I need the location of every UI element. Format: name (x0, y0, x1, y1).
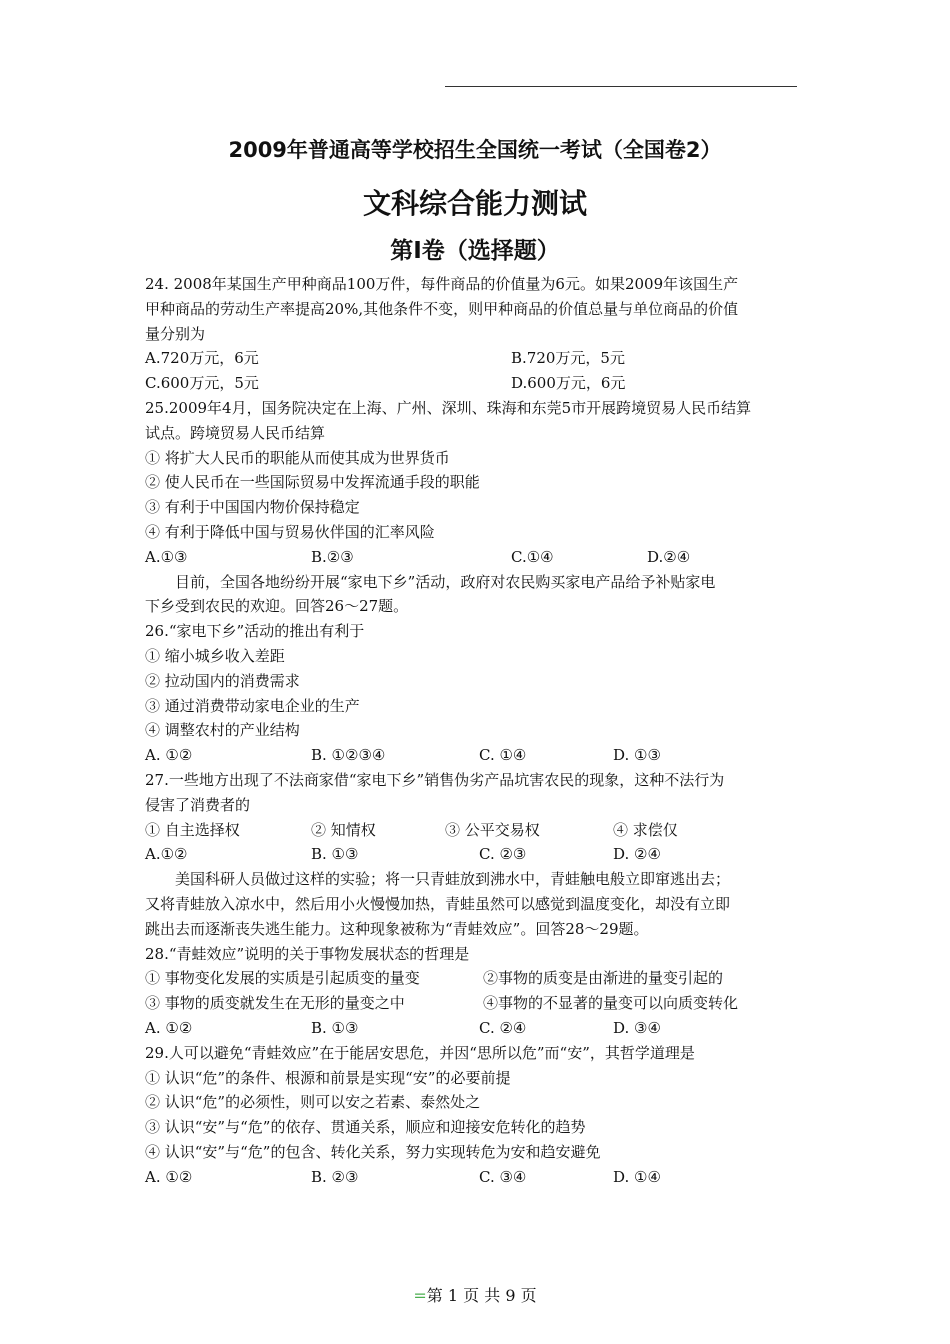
page-footer (0, 1283, 950, 1306)
q27-option-b: B. ①③ (311, 845, 359, 864)
q24-option-b: B.720万元，5元 (511, 349, 625, 368)
q27-item: ① 自主选择权 (145, 820, 240, 839)
exam-subtitle: 文科综合能力测试 (362, 187, 587, 220)
passage-line: 美国科研人员做过这样的实验；将一只青蛙放到沸水中，青蛙触电般立即窜逃出去； (175, 870, 731, 889)
q29-item: ④ 认识“安”与“危”的包含、转化关系，努力实现转危为安和趋安避免 (145, 1142, 601, 1161)
q25-item: ④ 有利于降低中国与贸易伙伴国的汇率风险 (145, 522, 435, 541)
q28-option-c: C. ②④ (479, 1018, 527, 1037)
q25-item: ② 使人民币在一些国际贸易中发挥流通手段的职能 (145, 473, 480, 492)
q28-options-row (145, 1016, 810, 1041)
q28-item: ① 事物变化发展的实质是引起质变的量变 (145, 969, 420, 988)
passage-line: 目前，全国各地纷纷开展“家电下乡”活动，政府对农民购买家电产品给予补贴家电 (175, 572, 716, 591)
q25-option-d: D.②④ (647, 547, 691, 566)
q27-line: 侵害了消费者的 (145, 795, 251, 814)
q28-items-row (145, 966, 810, 991)
section-title: 第Ⅰ卷（选择题） (390, 238, 560, 264)
q26-option-d: D. ①③ (613, 746, 661, 765)
q27-option-a: A.①② (145, 845, 188, 864)
q28-stem: 28.“青蛙效应”说明的关于事物发展状态的哲理是 (145, 944, 470, 963)
q24-line: 24. 2008年某国生产甲种商品100万件，每件商品的价值量为6元。如果2009年该国生产 (145, 275, 739, 293)
q25-item: ① 将扩大人民币的职能从而使其成为世界货币 (145, 448, 450, 467)
q29-item: ① 认识“危”的条件、根源和前景是实现“安”的必要前提 (145, 1068, 511, 1087)
q29-stem: 29.人可以避免“青蛙效应”在于能居安思危，并因“思所以危”而“安”，其哲学道理是 (145, 1043, 695, 1062)
q26-stem: 26.“家电下乡”活动的推出有利于 (145, 622, 365, 641)
page-number: 第 1 页 共 9 页 (426, 1286, 537, 1305)
q28-item: ③ 事物的质变就发生在无形的量变之中 (145, 994, 405, 1013)
exam-title: 2009年普通高等学校招生全国统一考试（全国卷2） (228, 138, 722, 162)
q26-item: ② 拉动国内的消费需求 (145, 671, 300, 690)
q27-item: ② 知情权 (311, 820, 376, 839)
q25-option-a: A.①③ (145, 547, 188, 566)
q25-options-row (145, 545, 810, 570)
q26-option-b: B. ①②③④ (311, 746, 386, 765)
q25-line: 25.2009年4月，国务院决定在上海、广州、深圳、珠海和东莞5市开展跨境贸易人民币结算 (145, 398, 752, 417)
q29-item: ② 认识“危”的必须性，则可以安之若素、泰然处之 (145, 1093, 481, 1112)
q29-option-c: C. ③④ (479, 1167, 527, 1186)
q26-option-a: A. ①② (145, 746, 193, 765)
q28-item: ④事物的不显著的量变可以向质变转化 (483, 994, 739, 1013)
q27-option-d: D. ②④ (613, 845, 661, 864)
q27-line: 27.一些地方出现了不法商家借“家电下乡”销售伪劣产品坑害农民的现象，这种不法行为 (145, 770, 725, 789)
passage-line: 下乡受到农民的欢迎。回答26～27题。 (145, 597, 409, 616)
q24-line: 量分别为 (145, 324, 206, 343)
header-rule (445, 86, 797, 87)
q29-option-d: D. ①④ (613, 1167, 661, 1186)
q27-items-row (145, 818, 810, 843)
q24-option-a: A.720万元，6元 (145, 349, 259, 368)
footer-mark: = (413, 1286, 427, 1305)
q29-option-a: A. ①② (145, 1167, 193, 1186)
q28-option-a: A. ①② (145, 1018, 193, 1037)
q27-option-c: C. ②③ (479, 845, 527, 864)
passage-line: 又将青蛙放入凉水中，然后用小火慢慢加热，青蛙虽然可以感觉到温度变化，却没有立即 (145, 894, 731, 913)
question-body (145, 272, 810, 1189)
q25-line: 试点。跨境贸易人民币结算 (145, 423, 326, 442)
q27-item: ④ 求偿仅 (613, 820, 678, 839)
q25-option-c: C.①④ (511, 547, 554, 566)
q28-item: ②事物的质变是由渐进的量变引起的 (483, 969, 724, 988)
q24-options-row (145, 371, 810, 396)
q24-options-row (145, 346, 810, 371)
q24-option-c: C.600万元，5元 (145, 374, 259, 393)
passage-line: 跳出去而逐渐丧失逃生能力。这种现象被称为“青蛙效应”。回答28～29题。 (145, 919, 649, 938)
q29-options-row (145, 1165, 810, 1190)
q28-option-d: D. ③④ (613, 1018, 661, 1037)
q28-items-row (145, 991, 810, 1016)
q27-item: ③ 公平交易权 (445, 820, 540, 839)
q24-line: 甲种商品的劳动生产率提高20%,其他条件不变，则甲种商品的价值总量与单位商品的价值 (145, 299, 739, 318)
q25-option-b: B.②③ (311, 547, 354, 566)
q27-options-row (145, 842, 810, 867)
q26-item: ① 缩小城乡收入差距 (145, 646, 285, 665)
q29-option-b: B. ②③ (311, 1167, 359, 1186)
q26-option-c: C. ①④ (479, 746, 527, 765)
q26-item: ③ 通过消费带动家电企业的生产 (145, 696, 360, 715)
q25-item: ③ 有利于中国国内物价保持稳定 (145, 498, 360, 517)
q29-item: ③ 认识“安”与“危”的依存、贯通关系，顺应和迎接安危转化的趋势 (145, 1118, 586, 1137)
q28-option-b: B. ①③ (311, 1018, 359, 1037)
q26-options-row (145, 743, 810, 768)
q24-option-d: D.600万元，6元 (511, 374, 626, 393)
q26-item: ④ 调整农村的产业结构 (145, 721, 300, 740)
